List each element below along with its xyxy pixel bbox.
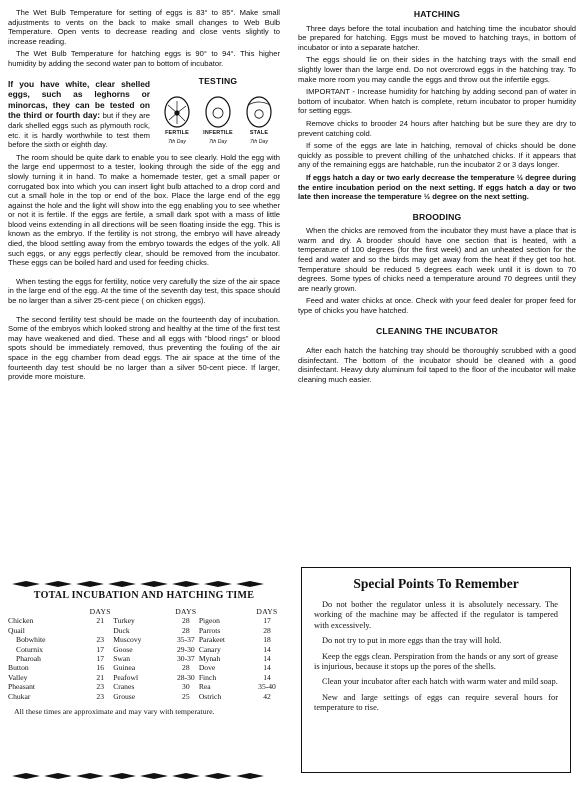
- bird-name: Grouse: [113, 691, 136, 701]
- special-point: Do not try to put in more eggs than the tray will hold.: [322, 636, 502, 646]
- brooding-heading: BROODING: [412, 211, 462, 222]
- bird-days: 16: [96, 663, 104, 673]
- table-row: [8, 654, 280, 663]
- bird-days: 14: [263, 672, 271, 682]
- wet-bulb-setting-paragraph: The Wet Bulb Temperature for setting of eggs is 83° to 85°. Make small adjustments to vents on the back to make small changes to Web Bulb Temperature. Open vents to decrease reading and close vents slightly to increase reading.: [8, 8, 280, 46]
- bird-days: 14: [263, 644, 271, 654]
- bird-name: Guinea: [113, 663, 136, 673]
- table-row: [8, 673, 280, 682]
- bird-name: Bobwhite: [16, 635, 46, 645]
- cleaning-heading: CLEANING THE INCUBATOR: [375, 325, 498, 336]
- bird-days: 28: [182, 663, 190, 673]
- bird-days: 25: [182, 691, 190, 701]
- infertile-label: INFERTILE: [203, 129, 233, 136]
- hatching-paragraph-4: Remove chicks to brooder 24 hours after hatching but be sure they are dry to prevent catching cold.: [298, 118, 576, 138]
- air-space-paragraph: When testing the eggs for fertility, notice very carefully the size of the air space in the large end of the egg. At the time of the seventh day test, this space should be no larger than a silver 25-cent piece ( on chicken eggs).: [8, 276, 280, 306]
- bird-name: Cranes: [113, 682, 135, 692]
- bird-name: Turkey: [113, 616, 135, 626]
- bird-days: 29-30: [176, 644, 195, 654]
- incubation-table: [8, 607, 280, 701]
- candling-paragraph: The room should be quite dark to enable you to see clearly. Hold the egg with the large end uppermost to a tester, looking through the side of the egg and slowly turning it in hand. To make a homemade tester, get a small paper or corrugated box into which you can insert light bulb attached to a drop cord and cut a small hole in the top or end of the box. Place the large end of the egg against the hole and the light will show into the egg enabling you to see whether or not it is fertile. If the eggs are fertile, a small dark spot with a mass of little blood veins extending in all directions will be seen floating inside the egg. This is known as the embryo. If the fertility is not strong, the embryo will have already died, the blood settling away from the embryo towards the edges of the yolk. All such eggs, or any eggs perfectly clear, should be removed from the incubator. These eggs can be boiled hard and used for feeding chicks.: [8, 152, 280, 268]
- bird-days: 14: [263, 654, 271, 664]
- left-column: [8, 8, 280, 385]
- hatching-paragraph-1: Three days before the total incubation and hatching time the incubator should be prepared for hatching. Eggs must be moved to hatching trays, in bottom of incubator or into a separate hatcher.: [298, 23, 576, 52]
- incubation-table-section: [8, 588, 280, 717]
- hatching-paragraph-6: If eggs hatch a day or two early decrease the temperature ½ degree during the entire incubation period on the next setting. If eggs hatch a day or two late then increase the temperature ½ degree on the next setting.: [298, 172, 576, 202]
- fertile-day: 7th Day: [168, 139, 186, 146]
- second-test-paragraph: The second fertility test should be made on the fourteenth day of incubation. Some of the embryos which looked strong and healthy at the time of the first test may have weakened and died. These and all eggs with "blood rings" or blood spots should be immediately removed, thus preventing the fouling of the air space in the egg chamber from dead eggs. The air space at the time of the fourteenth day test should be no larger than a silver 50-cent piece. If larger, provide more moisture.: [8, 314, 280, 382]
- bird-name: Peafowl: [113, 672, 139, 682]
- bird-days: 30-37: [176, 654, 195, 664]
- infertile-egg-figure: [199, 93, 237, 148]
- bird-name: Canary: [198, 644, 221, 654]
- wet-bulb-hatching-paragraph: The Wet Bulb Temperature for hatching eggs is 90° to 94°. This higher humidity by adding the second water pan to bottom of incubator.: [8, 49, 280, 68]
- bird-days: 23: [96, 682, 104, 692]
- infertile-egg-icon: [203, 93, 233, 129]
- table-row: [8, 692, 280, 701]
- bird-name: Button: [8, 663, 29, 673]
- bird-name: Dove: [198, 663, 216, 673]
- bird-days: 17: [96, 644, 104, 654]
- table-row: [8, 626, 280, 635]
- testing-bold-text: If you have white, clear shelled eggs, such as leghorns or minorcas, they can be tested on the third or fourth day:: [8, 78, 150, 121]
- bird-name: Rea: [198, 682, 211, 692]
- table-note: All these times are approximate and may vary with temperature.: [14, 707, 215, 717]
- table-row: [8, 682, 280, 691]
- bird-name: Muscovy: [113, 635, 142, 645]
- fertile-egg-icon: [162, 93, 192, 129]
- right-column: [298, 8, 576, 388]
- bird-name: Parakeet: [198, 635, 225, 645]
- bird-days: 35-37: [176, 635, 195, 645]
- bird-days: 35-40: [258, 682, 276, 692]
- testing-heading: TESTING: [198, 75, 238, 86]
- bird-days: 28: [182, 625, 190, 635]
- days-header: DAYS: [256, 607, 278, 616]
- table-row: [8, 645, 280, 654]
- bird-name: Finch: [198, 672, 217, 682]
- stale-egg-icon: [244, 93, 274, 129]
- bottom-ornament-divider: [8, 772, 280, 780]
- special-points-title: Special Points To Remember: [353, 576, 519, 591]
- bird-name: Pigeon: [198, 616, 220, 626]
- bird-name: Quail: [8, 625, 25, 635]
- cleaning-paragraph: After each hatch the hatching tray should be thoroughly scrubbed with a good disinfectant. The bottom of the incubator should be cleaned with a good disinfectant. Heavy duty aluminum foil taped to the floor of the incubator will make cleaning much easier.: [298, 346, 576, 384]
- bird-days: 21: [96, 672, 104, 682]
- bird-days: 28: [182, 616, 190, 626]
- testing-section: [8, 75, 280, 150]
- fertile-label: FERTILE: [165, 129, 189, 136]
- top-ornament-divider: [8, 580, 280, 588]
- special-point: Keep the eggs clean. Perspiration from the hands or any sort of grease is injurious, because it stops up the pores of the shells.: [314, 651, 558, 672]
- hatching-paragraph-2: The eggs should lie on their sides in the hatching trays with the small end slightly lower than the large end. Do not overcrowd eggs in the hatching tray. To make more room you may candle the eggs and throw out the infertile eggs.: [298, 55, 576, 84]
- bird-name: Valley: [8, 672, 28, 682]
- bird-name: Parrots: [198, 625, 221, 635]
- hatching-paragraph-5: If some of the eggs are late in hatching, removal of chicks should be done quickly as possible to prevent chilling of the unhatched chicks. If it appears that any of the remaining eggs are hatchable, run the incubator 2 or 3 days longer.: [298, 141, 576, 170]
- special-point: Clean your incubator after each hatch with warm water and mild soap.: [322, 677, 558, 687]
- brooding-paragraph-2: Feed and water chicks at once. Check with your feed dealer for proper feed for type of chicks you have hatched.: [298, 296, 576, 316]
- hatching-heading: HATCHING: [413, 9, 461, 19]
- table-row: [8, 635, 280, 644]
- bird-name: Duck: [113, 625, 130, 635]
- bird-days: 17: [263, 616, 271, 626]
- bird-days: 28: [263, 625, 271, 635]
- infertile-day: 7th Day: [209, 139, 227, 146]
- table-header-row: [8, 607, 280, 616]
- bird-name: Chicken: [8, 616, 34, 626]
- bird-days: 23: [96, 691, 104, 701]
- special-points-box: [301, 567, 571, 773]
- bird-name: Goose: [113, 644, 133, 654]
- special-point: New and large settings of eggs can require several hours for temperature to rise.: [314, 692, 558, 713]
- special-point: Do not bother the regulator unless it is absolutely necessary. The working of the machine may be affected if the regulator is tampered with excessively.: [314, 600, 558, 630]
- days-header: DAYS: [89, 607, 111, 616]
- bird-days: 18: [263, 635, 271, 645]
- bird-days: 42: [263, 691, 271, 701]
- bird-name: Chukar: [8, 691, 31, 701]
- testing-dark-shell-text: but if they are dark shelled eggs such as plymouth rock, etc. it is hardly worthwhile to test them before the sixth or eighth day.: [8, 111, 150, 150]
- stale-label: STALE: [249, 129, 269, 136]
- bird-name: Pheasant: [8, 682, 35, 692]
- brooding-paragraph-1: When the chicks are removed from the incubator they must have a place that is warm and dry. A brooder should have one section that is heated, with a temperature of 100 degrees (for the first week) and an unheated section for the feed and water and so the birds may get away from the heat if they get too hot. Temperature should be reduced 5 degrees each week until it is down to 70 degrees. Some types of chicks need a temperature around 70 degrees until they are nearly grown.: [298, 226, 576, 293]
- bird-days: 14: [263, 663, 271, 673]
- bird-days: [87, 626, 113, 635]
- table-row: [8, 663, 280, 672]
- days-header: DAYS: [175, 607, 197, 616]
- bird-name: Mynah: [198, 654, 221, 664]
- bird-days: 30: [182, 682, 190, 692]
- bird-name: Coturnix: [16, 644, 44, 654]
- bird-days: 21: [96, 616, 104, 626]
- bird-days: 23: [96, 635, 104, 645]
- bird-days: 17: [96, 654, 104, 664]
- bird-days: 28-30: [176, 672, 195, 682]
- table-title: TOTAL INCUBATION AND HATCHING TIME: [33, 590, 255, 601]
- bird-name: Swan: [113, 654, 131, 664]
- bird-name: Pharoah: [16, 654, 41, 664]
- hatching-paragraph-3: IMPORTANT - Increase humidity for hatching by adding second pan of water in bottom of incubator. When hatch is complete, return incubator to proper humidity for setting eggs.: [298, 87, 576, 116]
- stale-egg-figure: [240, 93, 278, 148]
- fertile-egg-figure: [158, 93, 196, 148]
- egg-candling-illustration: [156, 75, 280, 149]
- table-row: [8, 616, 280, 625]
- bird-name: Ostrich: [198, 691, 222, 701]
- stale-day: 7th Day: [250, 139, 268, 146]
